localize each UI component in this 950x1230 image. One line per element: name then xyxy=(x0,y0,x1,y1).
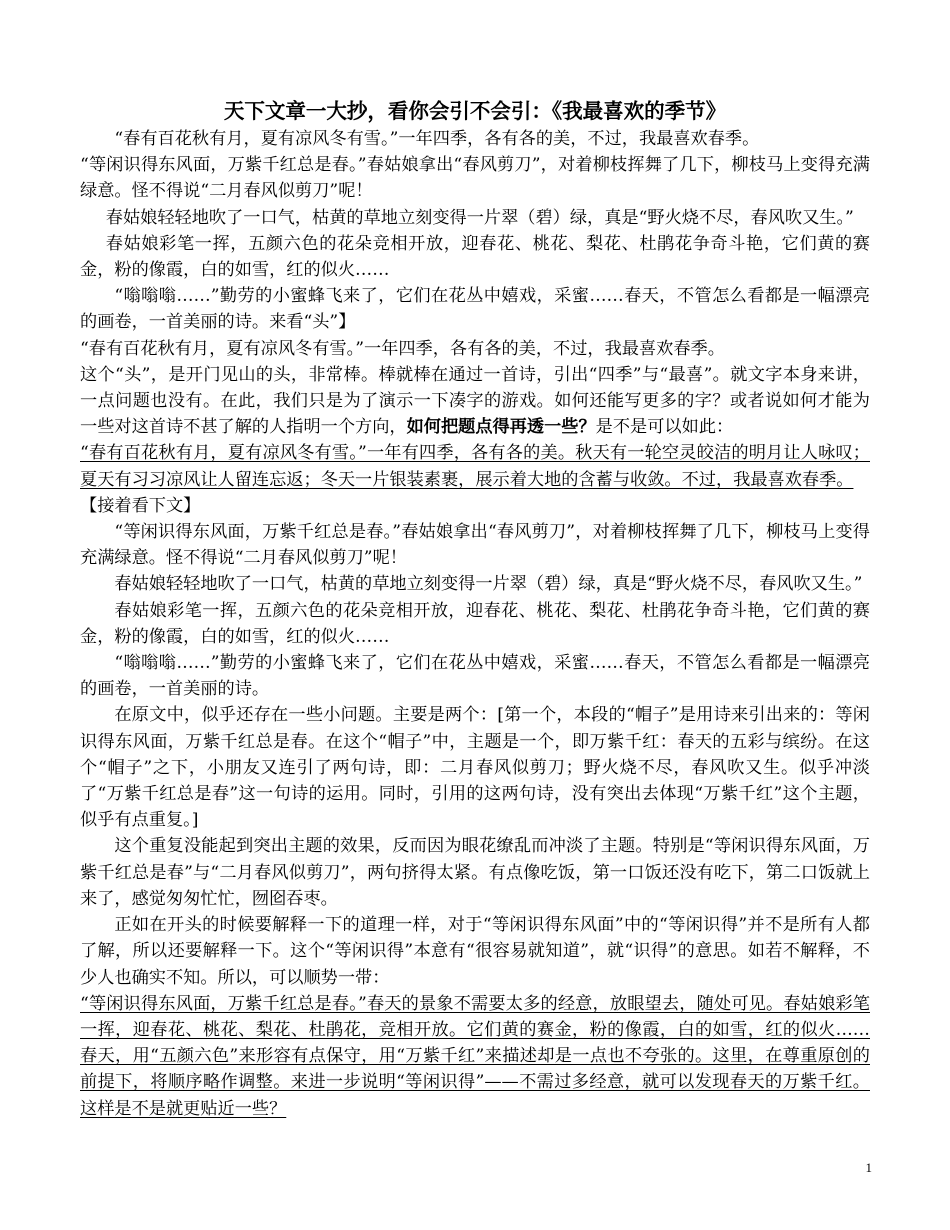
paragraph: 春姑娘轻轻地吹了一口气，枯黄的草地立刻变得一片翠（碧）绿，真是“野火烧不尽，春风吹又生。” xyxy=(105,207,854,228)
document-title: 天下文章一大抄，看你会引不会引：《我最喜欢的季节》 xyxy=(223,99,727,123)
paragraph-text-tail: 是不是可以如此： xyxy=(595,417,734,438)
page-number: 1 xyxy=(865,1160,872,1175)
paragraph: “等闲识得东风面，万紫千红总是春。”春姑娘拿出“春风剪刀”，对着柳枝挥舞了几下，柳枝马上变得充满绿意。怪不得说“二月春风似剪刀”呢！ xyxy=(80,522,870,569)
underlined-paragraph: “等闲识得东风面，万紫千红总是春。”春天的景象不需要太多的经意，放眼望去，随处可见。春姑娘彩笔一挥，迎春花、桃花、梨花、杜鹃花，竞相开放。它们黄的赛金，粉的像霞，白的如雪，红的似火……春天，用“五颜六色”来形容有点保守，用“万紫千红”来描述却是一点也不夸张的。这里，在尊重原创的前提下，将顺序略作调整。来进一步说明“等闲识得”——不需过多经意，就可以发现春天的万紫千红。这样是不是就更贴近一些？ xyxy=(80,993,870,1119)
emphasis-text: 如何把题点得再透一些？ xyxy=(406,417,596,438)
paragraph: “嗡嗡嗡……”勤劳的小蜜蜂飞来了，它们在花丛中嬉戏，采蜜……春天，不管怎么看都是一幅漂亮的画卷，一首美丽的诗。 xyxy=(80,653,870,700)
paragraph: “春有百花秋有月，夏有凉风冬有雪。”一年四季，各有各的美，不过，我最喜欢春季。 xyxy=(114,129,760,149)
paragraph-with-emphasis xyxy=(80,362,870,441)
paragraph-text: 这个“头”，是开门见山的头，非常棒。棒就棒在通过一首诗，引出“四季”与“最喜”。就文字本身来讲，一点问题也没有。在此，我们只是为了演示一下凑字的游戏。如何还能写更多的字？或者说如何才能为一些对这首诗不甚了解的人指明一个方向， xyxy=(80,364,870,438)
paragraph: 这个重复没能起到突出主题的效果，反而因为眼花缭乱而冲淡了主题。特别是“等闲识得东风面，万紫千红总是春”与“二月春风似剪刀”，两句挤得太紧。有点像吃饭，第一口饭还没有吃下，第二口饭就上来了，感觉匆匆忙忙，囫囵吞枣。 xyxy=(80,836,870,909)
paragraph: “嗡嗡嗡……”勤劳的小蜜蜂飞来了，它们在花丛中嬉戏，采蜜……春天，不管怎么看都是一幅漂亮的画卷，一首美丽的诗。来看“头”】 xyxy=(80,286,870,333)
paragraph: “春有百花秋有月，夏有凉风冬有雪。”一年四季，各有各的美，不过，我最喜欢春季。 xyxy=(80,338,725,359)
paragraph: 春姑娘彩笔一挥，五颜六色的花朵竞相开放，迎春花、桃花、梨花、杜鹃花争奇斗艳，它们黄的赛金，粉的像霞，白的如雪，红的似火…… xyxy=(80,233,870,281)
document-body xyxy=(80,126,870,1122)
paragraph: 春姑娘轻轻地吹了一口气，枯黄的草地立刻变得一片翠（碧）绿，真是“野火烧不尽，春风吹又生。” xyxy=(114,574,863,595)
paragraph: “等闲识得东风面，万紫千红总是春。”春姑娘拿出“春风剪刀”，对着柳枝挥舞了几下，柳枝马上变得充满绿意。怪不得说“二月春风似剪刀”呢！ xyxy=(80,155,870,202)
section-marker: 【接着看下文】 xyxy=(80,495,201,516)
paragraph: 在原文中，似乎还存在一些小问题。主要是两个：[第一个，本段的“帽子”是用诗来引出来的：等闲识得东风面，万紫千红总是春。在这个“帽子”中，主题是一个，即万紫千红：春天的五彩与缤纷。在这个“帽子”之下，小朋友又连引了两句诗，即：二月春风似剪刀；野火烧不尽，春风吹又生。似乎冲淡了“万紫千红总是春”这一句诗的运用。同时，引用的这两句诗，没有突出去体现“万紫千红”这个主题，似乎有点重复。] xyxy=(80,705,870,831)
paragraph: 正如在开头的时候要解释一下的道理一样，对于“等闲识得东风面”中的“等闲识得”并不是所有人都了解，所以还要解释一下。这个“等闲识得”本意有“很容易就知道”，就“识得”的意思。如若不解释，不少人也确实不知。所以，可以顺势一带： xyxy=(80,915,870,988)
underlined-paragraph: “春有百花秋有月，夏有凉风冬有雪。”一年有四季，各有各的美。秋天有一轮空灵皎洁的明月让人咏叹；夏天有习习凉风让人留连忘返；冬天一片银装素裹，展示着大地的含蓄与收敛。不过，我最喜欢春季。 xyxy=(80,443,870,490)
paragraph: 春姑娘彩笔一挥，五颜六色的花朵竞相开放，迎春花、桃花、梨花、杜鹃花争奇斗艳，它们黄的赛金，粉的像霞，白的如雪，红的似火…… xyxy=(80,600,870,647)
